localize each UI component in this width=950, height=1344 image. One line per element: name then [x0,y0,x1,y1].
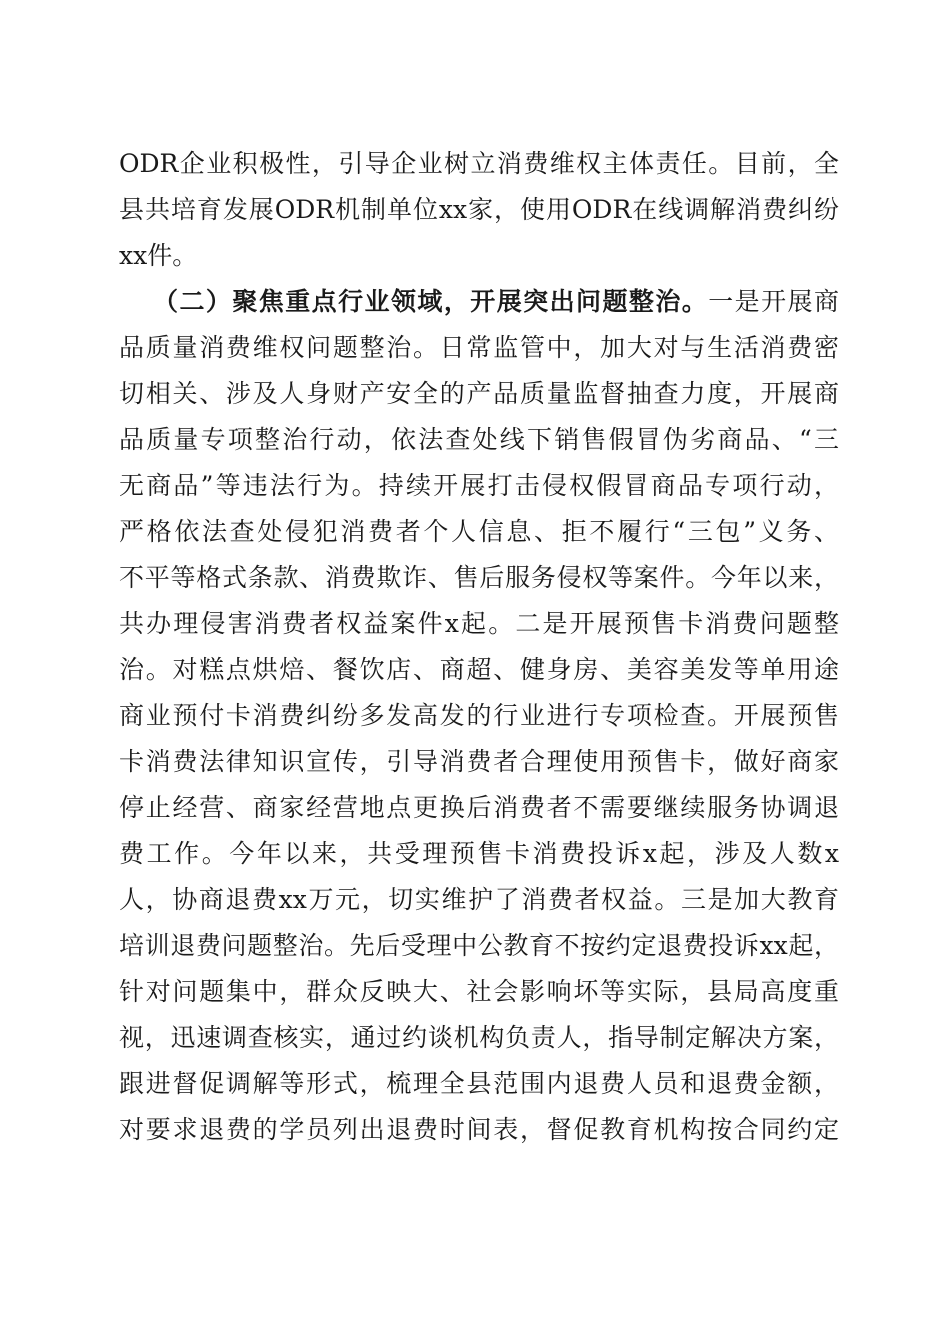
text-line: 切相关、涉及人身财产安全的产品质量监督抽查力度，开展商 [119,379,839,408]
text-line: 卡消费法律知识宣传，引导消费者合理使用预售卡，做好商家 [119,747,839,776]
paragraph-first-line [119,279,839,325]
text-line: 严格依法查处侵犯消费者个人信息、拒不履行“三包”义务、 [119,517,839,546]
text-line: 培训退费问题整治。先后受理中公教育不按约定退费投诉xx起， [119,931,839,960]
text-line: 县共培育发展ODR机制单位xx家，使用ODR在线调解消费纠纷 [119,195,839,224]
text-line: 共办理侵害消费者权益案件x起。二是开展预售卡消费问题整 [119,609,839,638]
text-line: ODR企业积极性，引导企业树立消费维权主体责任。目前，全 [119,149,839,178]
text-line: xx件。 [119,241,198,270]
body-text [119,141,839,1153]
section-heading: （二）聚焦重点行业领域，开展突出问题整治。 [153,287,709,316]
text-line: 对要求退费的学员列出退费时间表，督促教育机构按合同约定 [119,1115,839,1144]
text-line: 品质量消费维权问题整治。日常监管中，加大对与生活消费密 [119,333,839,362]
text-line: 治。对糕点烘焙、餐饮店、商超、健身房、美容美发等单用途 [119,655,839,684]
text-line: 品质量专项整治行动，依法查处线下销售假冒伪劣商品、“三 [119,425,839,454]
text-line: 商业预付卡消费纠纷多发高发的行业进行专项检查。开展预售 [119,701,839,730]
text-line: 费工作。今年以来，共受理预售卡消费投诉x起，涉及人数x [119,839,839,868]
text-line: 跟进督促调解等形式，梳理全县范围内退费人员和退费金额， [119,1069,839,1098]
text-line: 停止经营、商家经营地点更换后消费者不需要继续服务协调退 [119,793,839,822]
text-line: 不平等格式条款、消费欺诈、售后服务侵权等案件。今年以来， [119,563,839,592]
heading-line-rest: 一是开展商 [708,287,839,316]
text-line: 针对问题集中，群众反映大、社会影响坏等实际，县局高度重 [119,977,839,1006]
text-line: 视，迅速调查核实，通过约谈机构负责人，指导制定解决方案， [119,1023,839,1052]
text-line: 人，协商退费xx万元，切实维护了消费者权益。三是加大教育 [119,885,839,914]
text-line: 无商品”等违法行为。持续开展打击侵权假冒商品专项行动， [119,471,839,500]
